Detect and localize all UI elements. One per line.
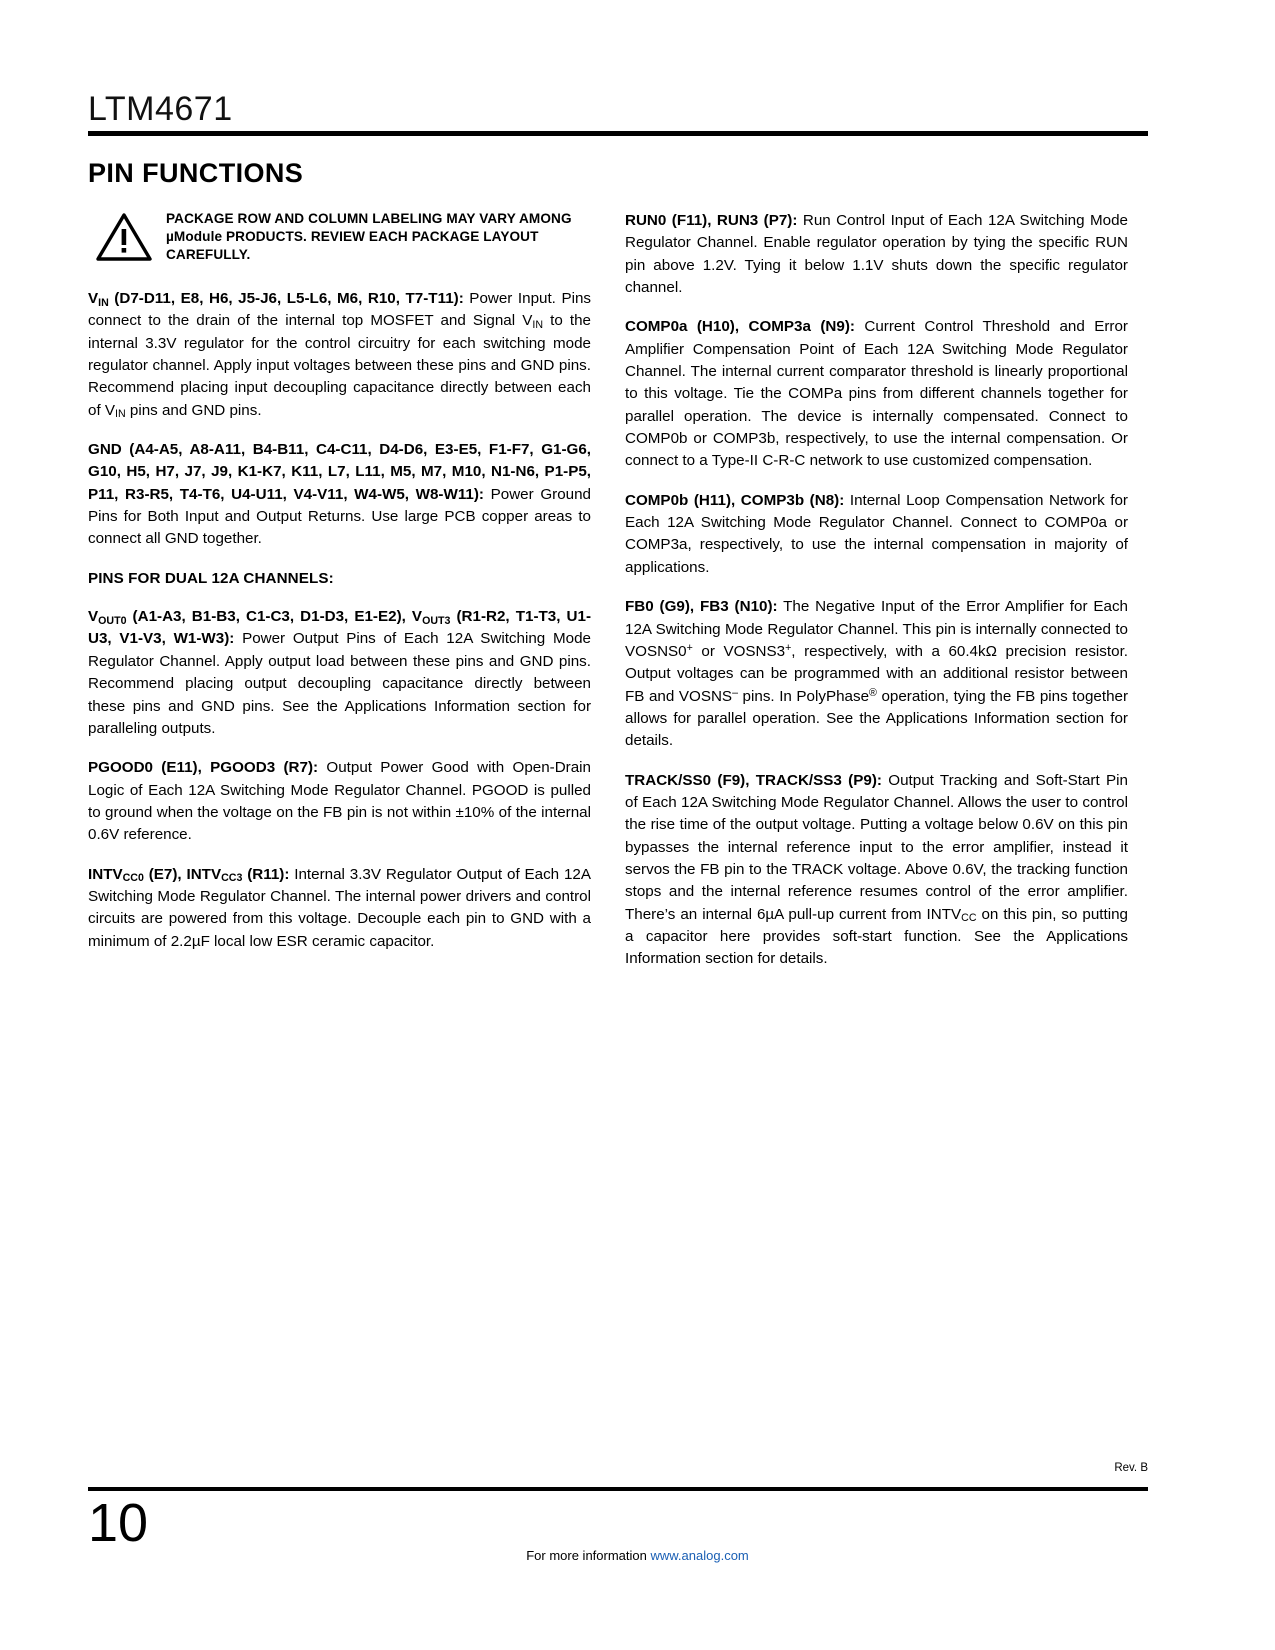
vin-body-1: Power Input. Pins connect to the drain of the internal top MOSFET and Signal V [88, 290, 591, 330]
analog-website-link[interactable]: www.analog.com [650, 1548, 749, 1563]
footer-divider [88, 1487, 1148, 1491]
pin-entry-compb [625, 490, 1128, 579]
pin-entry-vin [88, 288, 591, 422]
pin-entry-gnd [88, 439, 591, 551]
vout-term: V [88, 608, 99, 626]
fb-body-1: The Negative Input of the Error Amplifier for Each 12A Switching Mode Regulator Channel. This pin is internally connected to VOSNS0 [625, 598, 1128, 660]
vout-term-sub: OUT0 [98, 614, 127, 627]
pins-dual-channels-heading: PINS FOR DUAL 12A CHANNELS: [88, 569, 334, 587]
right-column [625, 210, 1128, 971]
gnd-body: Power Ground Pins for Both Input and Output Returns. Use large PCB copper areas to connect all GND together. [88, 485, 591, 548]
package-warning [88, 210, 591, 268]
pgood-body: Output Power Good with Open-Drain Logic of Each 12A Switching Mode Regulator Channel. PGOOD is pulled to ground when the voltage on the FB pin is not within ±10% of the internal 0.6V reference. [88, 759, 592, 844]
vin-body-2: to the internal 3.3V regulator for the control circuitry for each switching mode regulator channel. Apply input voltages between these pins and GND pins. Recommend placing input decoupling capacitance directly between each of V [88, 312, 592, 419]
gnd-term: GND (A4-A5, A8-A11, B4-B11, C4-C11, D4-D6, E3-E5, F1-F7, G1-G6, G10, H5, H7, J7, J9, K1-K7, K11, L7, L11, M5, M7, M10, N1-N6, P1-P5, P11, R3-R5, T4-T6, U4-U11, V4-V11, W4-W5, W8-W11): [88, 441, 591, 503]
vout-term-post: (R1-R2, T1-T3, U1-U3, V1-V3, W1-W3): [88, 608, 591, 648]
vout-term-mid: (A1-A3, B1-B3, C1-C3, D1-D3, E1-E2), V [126, 608, 423, 626]
pin-entry-track [625, 770, 1128, 971]
fb-body-4: pins. In PolyPhase [737, 687, 870, 705]
pin-entry-vout [88, 606, 591, 740]
intvcc-term-mid: (E7), INTV [143, 865, 222, 883]
fb-sup-2: + [785, 642, 792, 655]
warning-triangle-icon [96, 212, 152, 262]
vout-body: Power Output Pins of Each 12A Switching Mode Regulator Channel. Apply output load between these pins and GND pins. Recommend placing output decoupling capacitance directly between these pins and GND pins. See the Applications Information section for paralleling outputs. [88, 630, 591, 737]
compa-body: Current Control Threshold and Error Amplifier Compensation Point of Each 12A Switching Mode Regulator Channel. The internal current comparator threshold is linearly proportional to this voltage. Tie the COMPa pins from different channels together for parallel operation. The device is internally compensated. Connect to COMP0b or COMP3b, respectively, to use the internal compensation. Or connect to a Type-II C-R-C network to use customized compensation. [625, 318, 1128, 470]
intvcc-term-sub2: CC3 [221, 872, 243, 885]
compb-term: COMP0b (H11), COMP3b (N8): [625, 491, 845, 509]
left-column [88, 210, 591, 953]
page-title: LTM4671 [88, 90, 233, 128]
track-sub-1: CC [961, 912, 977, 925]
pin-entry-fb [625, 596, 1128, 752]
footer-info-text: For more information [526, 1548, 651, 1563]
intvcc-term-post: (R11): [242, 865, 290, 883]
pgood-term: PGOOD0 (E11), PGOOD3 (R7): [88, 759, 319, 777]
pin-entry-run [625, 210, 1128, 299]
fb-body-2: or VOSNS3 [692, 642, 786, 660]
intvcc-term-sub: CC0 [122, 872, 144, 885]
vin-body-3: pins and GND pins. [125, 401, 262, 419]
revision-label: Rev. B [1114, 1462, 1148, 1474]
pin-entry-pgood [88, 757, 591, 846]
vin-body-sub: IN [532, 319, 543, 332]
track-body-2: on this pin, so putting a capacitor here provides soft-start function. See the Applications Information section for details. [625, 905, 1128, 968]
pin-entry-compa [625, 316, 1128, 472]
intvcc-term: INTV [88, 865, 123, 883]
fb-sup-3: – [732, 686, 738, 699]
track-body-1: Output Tracking and Soft-Start Pin of Each 12A Switching Mode Regulator Channel. Allows the user to control the rise time of the output voltage. Putting a voltage below 0.6V on this pin bypasses the internal reference input to the error amplifier, instead it servos the FB pin to the TRACK voltage. Above 0.6V, the tracking function stops and the internal reference resumes control of the error amplifier. There’s an internal 6µA pull-up current from INTV [625, 771, 1128, 923]
fb-sup-1: + [686, 642, 693, 655]
vin-term-post: (D7-D11, E8, H6, J5-J6, L5-L6, M6, R10, T7-T11): [108, 290, 464, 307]
fb-body-5: operation, tying the FB pins together allows for parallel operation. See the Applications Information section for details. [625, 687, 1129, 750]
run-term: RUN0 (F11), RUN3 (P7): [625, 212, 798, 229]
fb-term: FB0 (G9), FB3 (N10): [625, 598, 778, 616]
package-warning-text: PACKAGE ROW AND COLUMN LABELING MAY VARY AMONG µModule PRODUCTS. REVIEW EACH PACKAGE LAYOUT CAREFULLY. [166, 211, 572, 262]
compb-body: Internal Loop Compensation Network for Each 12A Switching Mode Regulator Channel. Connect to COMP0a or COMP3a, respectively, to use the internal compensation in majority of applications. [625, 491, 1128, 576]
fb-sup-4: ® [869, 686, 877, 699]
vout-term-sub2: OUT3 [422, 614, 451, 627]
vin-term-sub: IN [98, 296, 109, 309]
footer-info [0, 1548, 1275, 1563]
vin-body-sub2: IN [115, 408, 126, 421]
track-term: TRACK/SS0 (F9), TRACK/SS3 (P9): [625, 771, 882, 789]
vin-term: V [88, 290, 99, 307]
compa-term: COMP0a (H10), COMP3a (N9): [625, 318, 855, 336]
pin-entry-intvcc [88, 864, 591, 953]
page-number: 10 [88, 1493, 149, 1553]
run-body: Run Control Input of Each 12A Switching Mode Regulator Channel. Enable regulator operation by tying the specific RUN pin above 1.2V. Tying it below 1.1V shuts down the specific regulator channel. [625, 212, 1128, 297]
intvcc-body: Internal 3.3V Regulator Output of Each 12A Switching Mode Regulator Channel. The internal power drivers and control circuits are powered from this voltage. Decouple each pin to GND with a minimum of 2.2µF local low ESR ceramic capacitor. [88, 865, 592, 950]
section-heading: PIN FUNCTIONS [88, 158, 304, 188]
header-divider [88, 131, 1148, 136]
fb-body-3: , respectively, with a 60.4kΩ precision resistor. Output voltages can be programmed with an additional resistor between FB and VOSNS [625, 642, 1129, 705]
